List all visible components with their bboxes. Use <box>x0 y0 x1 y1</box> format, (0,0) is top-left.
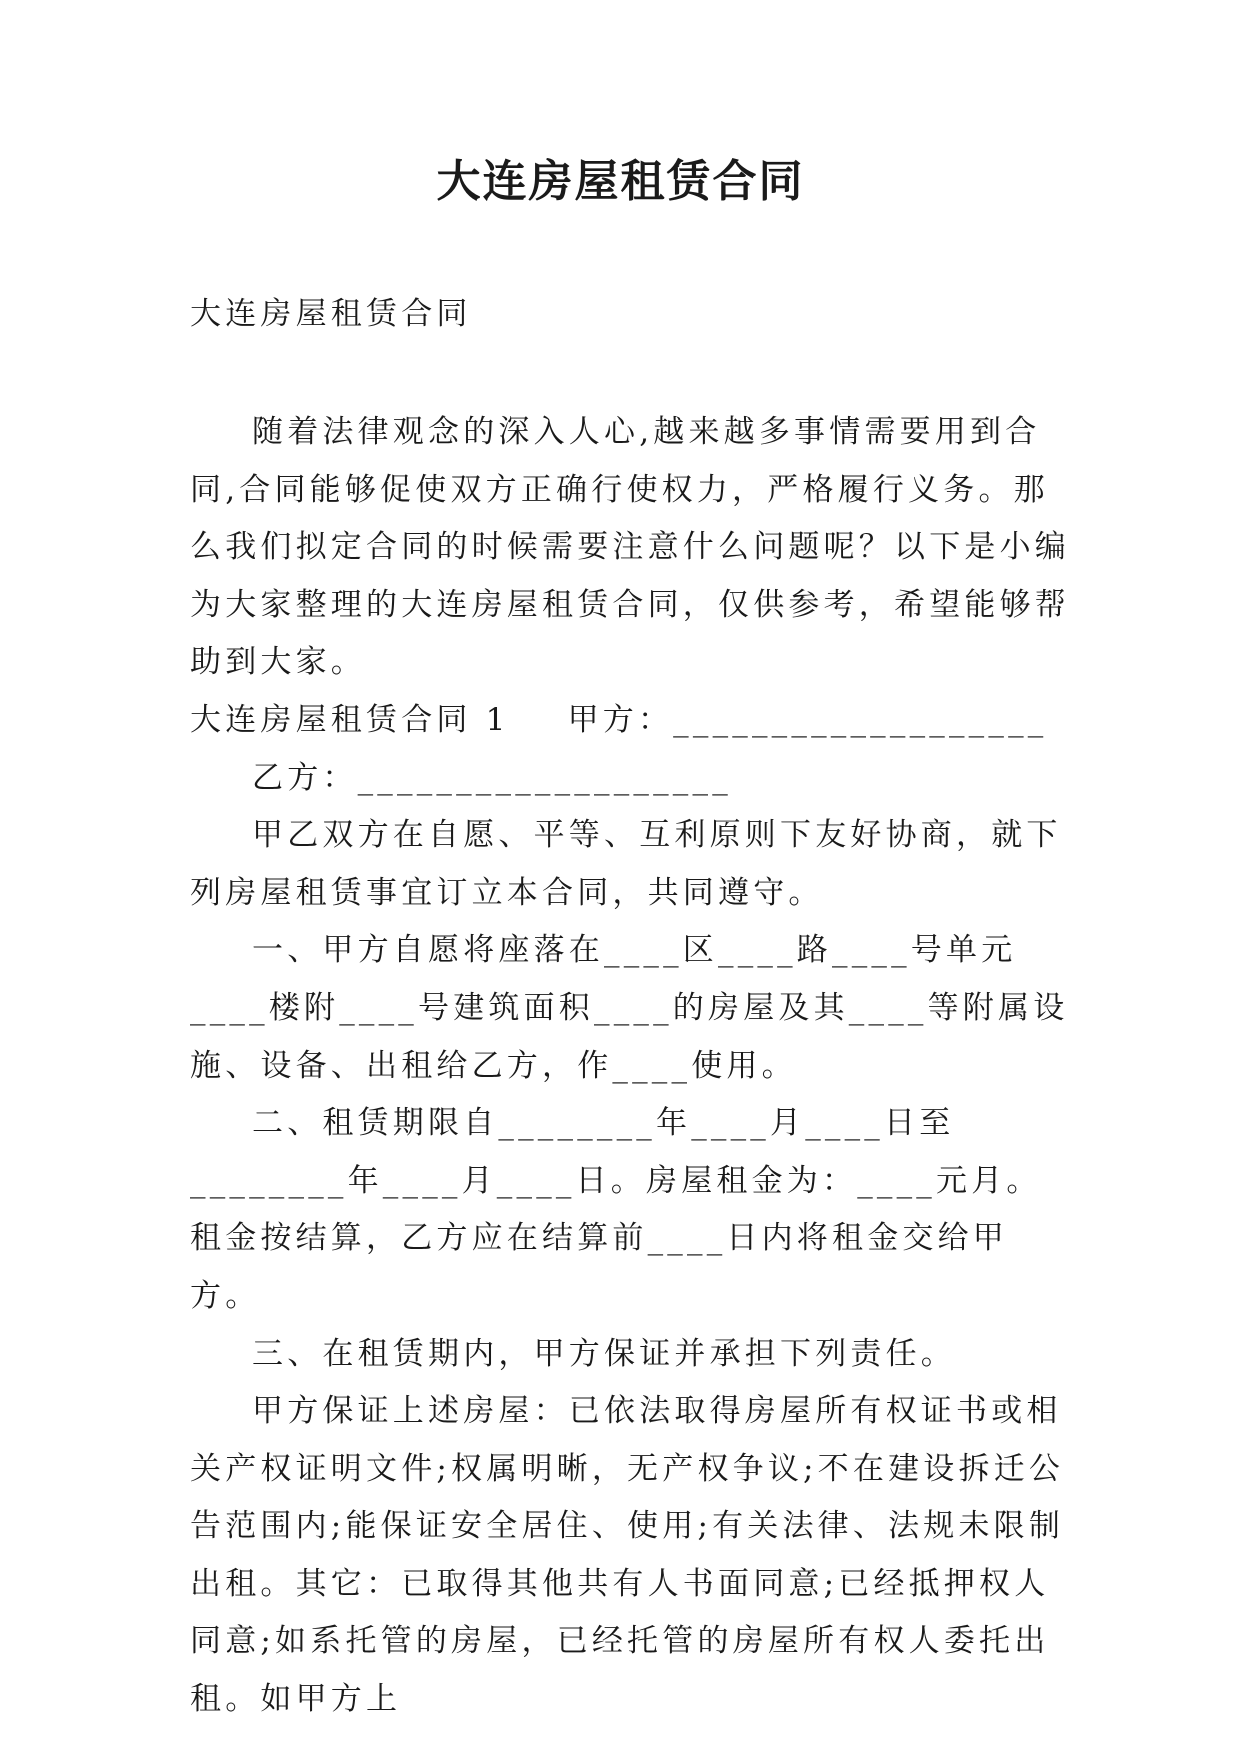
clause-1-paragraph: 一、甲方自愿将座落在____区____路____号单元____楼附____号建筑面积____的房屋及其____等附属设施、设备、出租给乙方，作____使用。 <box>190 932 1069 1084</box>
document-title: 大连房屋租赁合同 <box>436 156 805 207</box>
clause-3-paragraph: 三、在租赁期内，甲方保证并承担下列责任。 <box>252 1335 956 1372</box>
clause-3-detail-paragraph: 甲方保证上述房屋：已依法取得房屋所有权证书或相关产权证明文件;权属明晰，无产权争议;不在建设拆迁公告范围内;能保证安全居住、使用;有关法律、法规未限制出租。其它：已取得其他共有人书面同意;已经抵押权人同意;如系托管的房屋，已经托管的房屋所有权人委托出租。如甲方上 <box>190 1393 1065 1718</box>
party-a-field: 甲方：___________________ <box>567 701 1048 738</box>
preamble-paragraph: 甲乙双方在自愿、平等、互利原则下友好协商，就下列房屋租赁事宜订立本合同，共同遵守。 <box>190 817 1062 911</box>
contract-heading: 大连房屋租赁合同 1 <box>190 701 510 738</box>
document-subtitle: 大连房屋租赁合同 <box>190 296 472 332</box>
contract-heading-line <box>190 692 1070 750</box>
clause-2-paragraph: 二、租赁期限自________年____月____日至________年____月____日。房屋租金为：____元月。租金按结算，乙方应在结算前____日内将租金交给甲方。 <box>190 1105 1042 1314</box>
intro-paragraph: 随着法律观念的深入人心,越来越多事情需要用到合同,合同能够促使双方正确行使权力，严格履行义务。那么我们拟定合同的时候需要注意什么问题呢？以下是小编为大家整理的大连房屋租赁合同，仅供参考，希望能够帮助到大家。 <box>190 414 1070 681</box>
party-b-field: 乙方：___________________ <box>252 759 732 796</box>
document-body <box>190 404 1070 1729</box>
